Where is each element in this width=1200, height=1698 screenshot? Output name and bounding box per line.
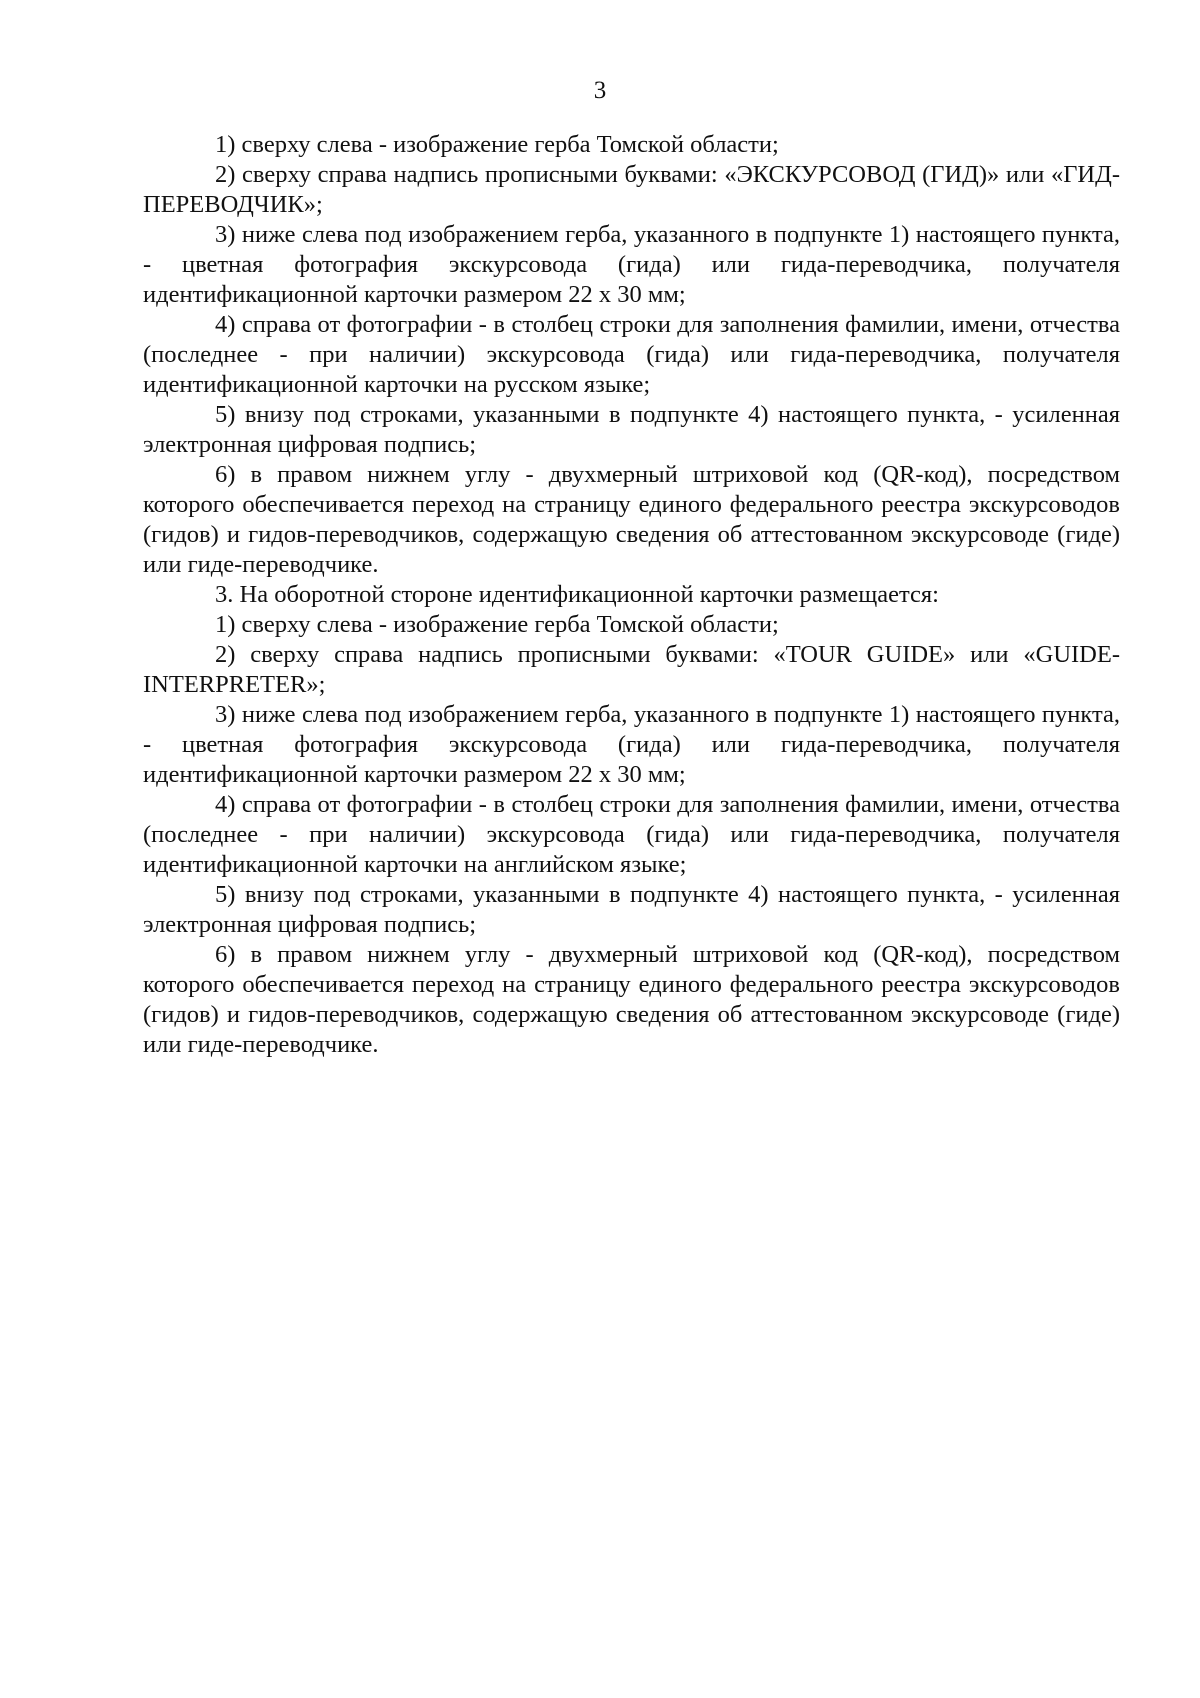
paragraph-back-5: 5) внизу под строками, указанными в подпункте 4) настоящего пункта, - усиленная электронная цифровая подпись; [143,881,1120,938]
page-number: 3 [593,77,607,104]
paragraph-front-3: 3) ниже слева под изображением герба, указанного в подпункте 1) настоящего пункта, - цветная фотография экскурсовода (гида) или гида-переводчика, получателя идентификационной карточки размером 22 х 30 мм; [143,221,1120,308]
paragraph-back-6: 6) в правом нижнем углу - двухмерный штриховой код (QR-код), посредством которого обеспечивается переход на страницу единого федерального реестра экскурсоводов (гидов) и гидов-переводчиков, содержащую сведения об аттестованном экскурсоводе (гиде) или гиде-переводчике. [143,941,1120,1058]
paragraph-back-1: 1) сверху слева - изображение герба Томской области; [215,611,779,638]
paragraph-front-4: 4) справа от фотографии - в столбец строки для заполнения фамилии, имени, отчества (последнее - при наличии) экскурсовода (гида) или гида-переводчика, получателя идентификационной карточки на русском языке; [143,311,1120,398]
paragraph-back-3: 3) ниже слева под изображением герба, указанного в подпункте 1) настоящего пункта, - цветная фотография экскурсовода (гида) или гида-переводчика, получателя идентификационной карточки размером 22 х 30 мм; [143,701,1120,788]
paragraph-front-5: 5) внизу под строками, указанными в подпункте 4) настоящего пункта, - усиленная электронная цифровая подпись; [143,401,1120,458]
section-heading-back-side: 3. На оборотной стороне идентификационной карточки размещается: [215,581,939,608]
paragraph-front-2: 2) сверху справа надпись прописными буквами: «ЭКСКУРСОВОД (ГИД)» или «ГИД-ПЕРЕВОДЧИК»; [143,161,1120,218]
paragraph-front-1: 1) сверху слева - изображение герба Томской области; [215,131,779,158]
paragraph-back-2: 2) сверху справа надпись прописными буквами: «TOUR GUIDE» или «GUIDE-INTERPRETER»; [143,641,1120,698]
document-body [143,130,1120,1060]
paragraph-front-6: 6) в правом нижнем углу - двухмерный штриховой код (QR-код), посредством которого обеспечивается переход на страницу единого федерального реестра экскурсоводов (гидов) и гидов-переводчиков, содержащую сведения об аттестованном экскурсоводе (гиде) или гиде-переводчике. [143,461,1120,578]
paragraph-back-4: 4) справа от фотографии - в столбец строки для заполнения фамилии, имени, отчества (последнее - при наличии) экскурсовода (гида) или гида-переводчика, получателя идентификационной карточки на английском языке; [143,791,1120,878]
